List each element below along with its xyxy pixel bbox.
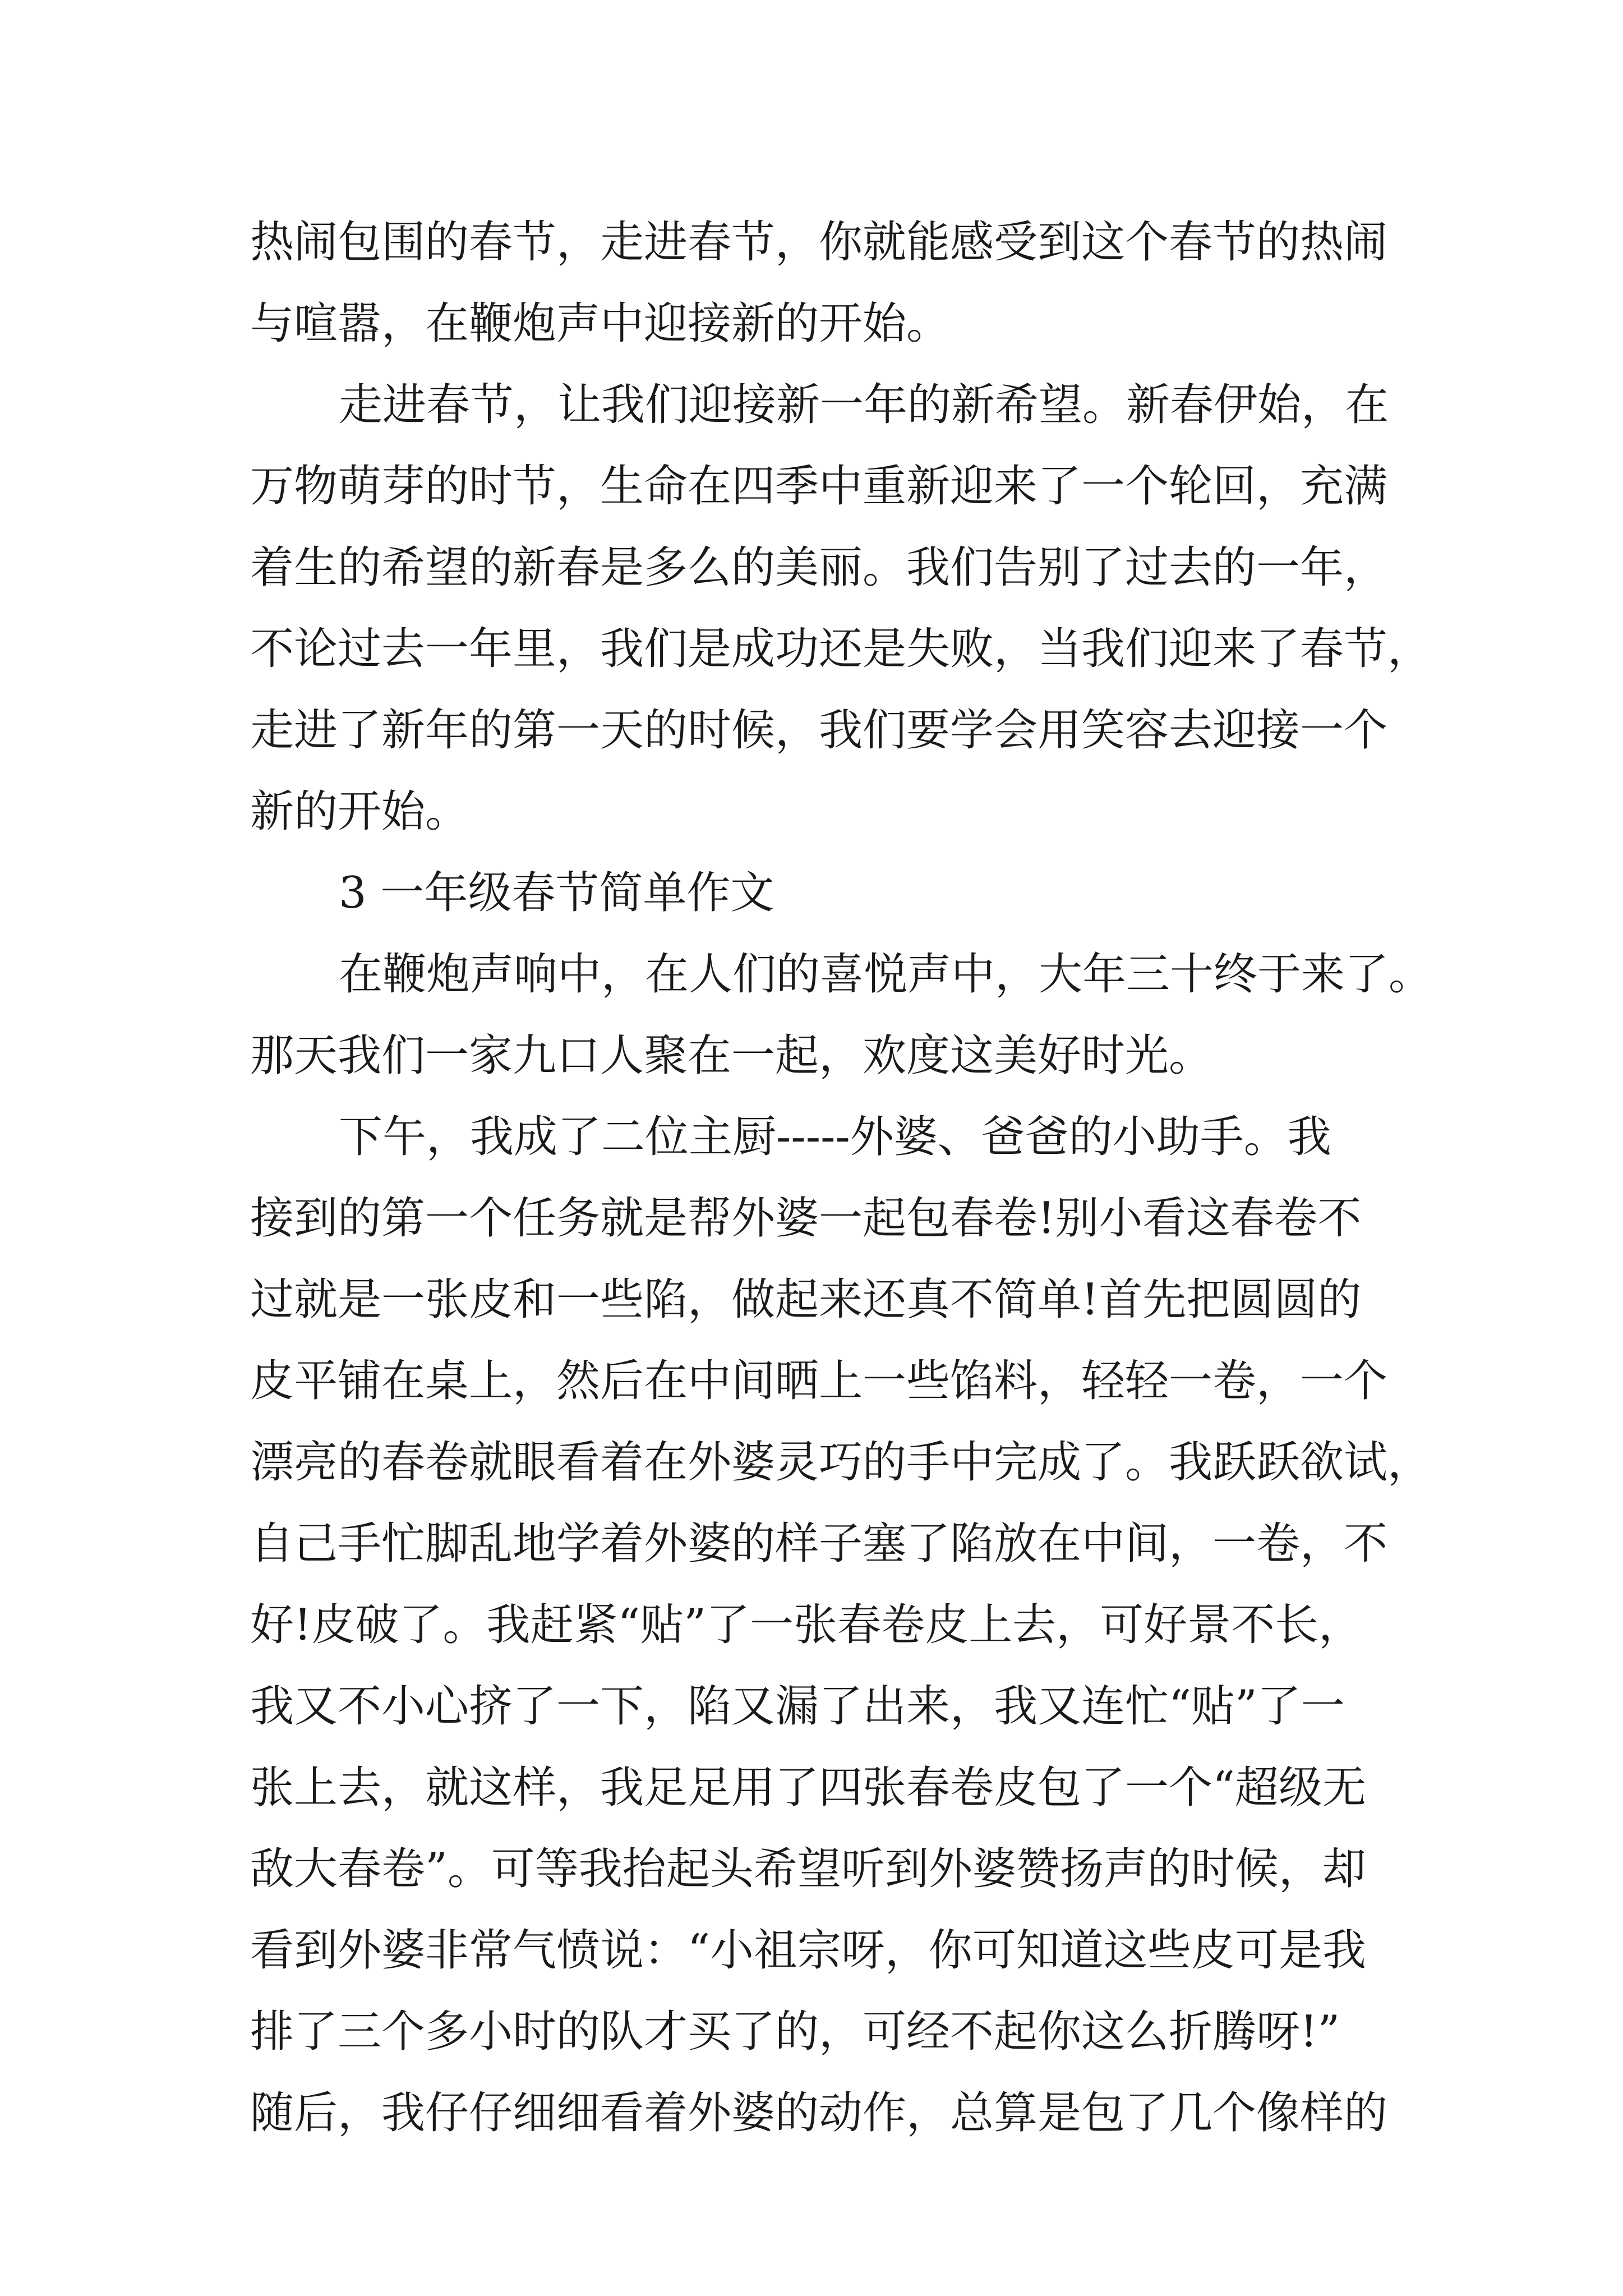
text-line: 走进了新年的第一天的时候，我们要学会用笑容去迎接一个 <box>250 705 1388 756</box>
paragraph-start-line: 在鞭炮声响中，在人们的喜悦声中，大年三十终于来了。 <box>339 949 1433 1000</box>
paragraph-start-line: 走进春节，让我们迎接新一年的新希望。新春伊始，在 <box>339 380 1389 430</box>
text-line: 自己手忙脚乱地学着外婆的样子塞了陷放在中间，一卷，不 <box>250 1519 1388 1569</box>
text-line: 新的开始。 <box>250 786 469 837</box>
text-line: 热闹包围的春节，走进春节，你就能感受到这个春节的热闹 <box>250 217 1388 268</box>
text-line: 随后，我仔仔细细看着外婆的动作，总算是包了几个像样的 <box>250 2088 1388 2138</box>
text-line: 与喧嚣，在鞭炮声中迎接新的开始。 <box>250 298 951 349</box>
text-line: 不论过去一年里，我们是成功还是失败，当我们迎来了春节， <box>250 624 1432 674</box>
text-line: 着生的希望的新春是多么的美丽。我们告别了过去的一年， <box>250 542 1388 593</box>
text-line: 过就是一张皮和一些陷，做起来还真不简单!首先把圆圆的 <box>250 1274 1362 1325</box>
text-line: 皮平铺在桌上，然后在中间晒上一些馅料，轻轻一卷，一个 <box>250 1356 1388 1406</box>
essay-text <box>250 202 1433 2154</box>
text-line: 那天我们一家九口人聚在一起，欢度这美好时光。 <box>250 1030 1213 1081</box>
section-heading: 3 一年级春节简单作文 <box>339 868 774 918</box>
paragraph-start-line: 下午，我成了二位主厨-----外婆、爸爸的小助手。我 <box>339 1112 1331 1162</box>
text-line: 接到的第一个任务就是帮外婆一起包春卷!别小看这春卷不 <box>250 1193 1362 1244</box>
text-line: 好!皮破了。我赶紧“贴”了一张春卷皮上去，可好景不长， <box>250 1600 1363 1650</box>
text-line: 漂亮的春卷就眼看着在外婆灵巧的手中完成了。我跃跃欲试， <box>250 1437 1432 1488</box>
text-line: 我又不小心挤了一下，陷又漏了出来，我又连忙“贴”了一 <box>250 1681 1345 1732</box>
text-line: 排了三个多小时的队才买了的，可经不起你这么折腾呀!” <box>250 2007 1340 2057</box>
text-line: 张上去，就这样，我足足用了四张春卷皮包了一个“超级无 <box>250 1763 1366 1813</box>
text-line: 万物萌芽的时节，生命在四季中重新迎来了一个轮回，充满 <box>250 461 1388 512</box>
text-line: 看到外婆非常气愤说：“小祖宗呀，你可知道这些皮可是我 <box>250 1925 1366 1976</box>
text-line: 敌大春卷”。可等我抬起头希望听到外婆赞扬声的时候，却 <box>250 1844 1366 1894</box>
